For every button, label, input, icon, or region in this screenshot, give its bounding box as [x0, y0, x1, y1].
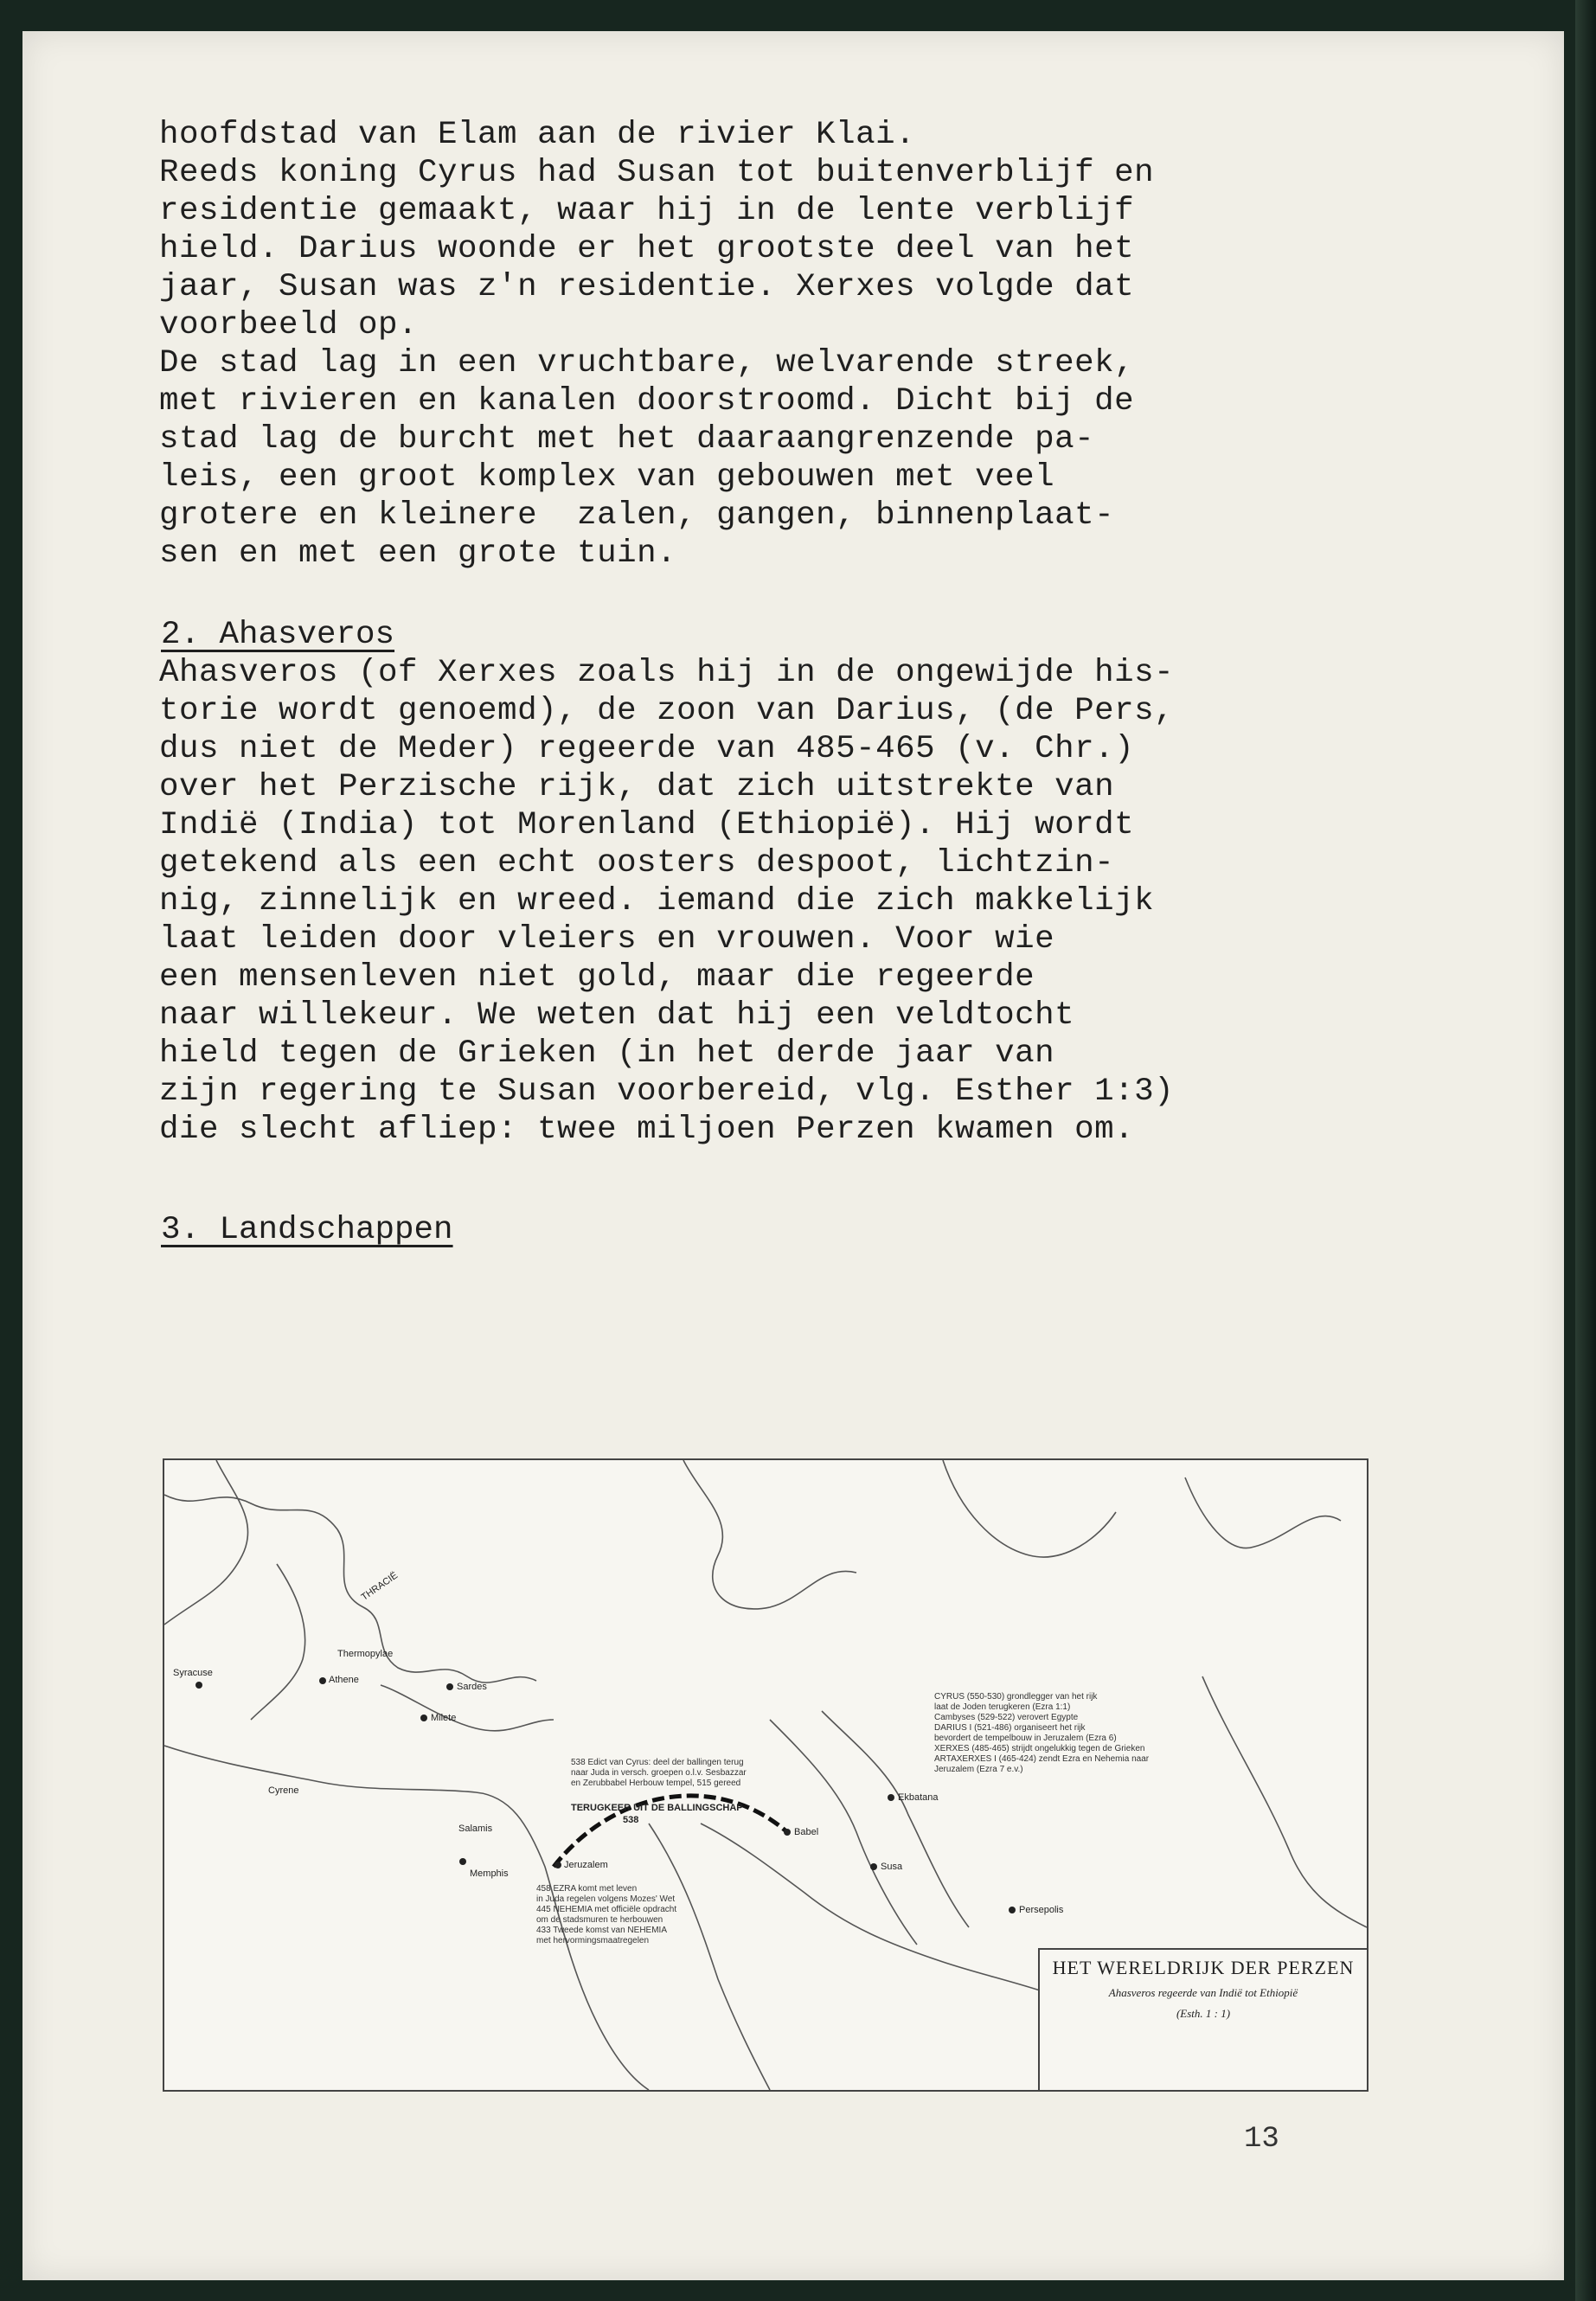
text-line: De stad lag in een vruchtbare, welvarende streek, — [159, 345, 1135, 381]
text-line: een mensenleven niet gold, maar die regeerde — [159, 959, 1035, 996]
susa-marker — [870, 1863, 877, 1870]
label-jeruzalem: Jeruzalem — [564, 1860, 608, 1870]
coastline-italy — [164, 1460, 248, 1625]
eastern-river — [1202, 1676, 1367, 1927]
memphis-marker — [459, 1858, 466, 1865]
note-ezra-nehemia: 458 EZRA komt met leven in Juda regelen volgens Mozes' Wet 445 NEHEMIA met officiële opdracht om de stadsmuren te herbouwen 433 Tweede komst van NEHEMIA met hervormingsmaatregelen — [536, 1884, 677, 1945]
label-athene: Athene — [329, 1675, 359, 1685]
text-line: sen en met een grote tuin. — [159, 535, 677, 572]
label-milete: Milete — [431, 1713, 457, 1723]
text-line: voorbeeld op. — [159, 307, 419, 343]
label-salamis: Salamis — [458, 1823, 493, 1834]
text-line: over het Perzische rijk, dat zich uitstrekte van — [159, 769, 1115, 805]
note-edict: 538 Edict van Cyrus: deel der ballingen terug naar Juda in versch. groepen o.l.v. Sesbazzar en Zerubbabel Herbouw tempel, 515 gereed — [571, 1758, 747, 1788]
map-legend — [1038, 1948, 1367, 2090]
text-line: Ahasveros (of Xerxes zoals hij in de ongewijde his- — [159, 655, 1175, 691]
book-binding — [1575, 0, 1596, 2301]
ekbatana-marker — [888, 1794, 894, 1801]
page-number: 13 — [1244, 2123, 1279, 2156]
text-line: hield. Darius woonde er het grootste deel van het — [159, 231, 1135, 267]
babel-marker — [784, 1829, 791, 1836]
text-line: residentie gemaakt, waar hij in de lente verblijf — [159, 193, 1135, 229]
text-line: naar willekeur. We weten dat hij een veldtocht — [159, 997, 1075, 1034]
text-line: Indië (India) tot Morenland (Ethiopië). Hij wordt — [159, 807, 1135, 843]
label-persepolis: Persepolis — [1019, 1905, 1064, 1915]
text-line: stad lag de burcht met het daaraangrenzende pa- — [159, 421, 1095, 458]
label-thracie: THRACIË — [359, 1570, 401, 1603]
aral-shore — [1185, 1477, 1341, 1548]
text-line: nig, zinnelijk en wreed. iemand die zich makkelijk — [159, 883, 1155, 920]
text-line: dus niet de Meder) regeerde van 485-465 (v. Chr.) — [159, 731, 1135, 767]
black-sea-shore — [683, 1460, 856, 1609]
text-line: die slecht afliep: twee miljoen Perzen kwamen om. — [159, 1112, 1135, 1148]
athene-marker — [319, 1677, 326, 1684]
text-line: jaar, Susan was z'n residentie. Xerxes volgde dat — [159, 269, 1135, 305]
text-line: met rivieren en kanalen doorstroomd. Dicht bij de — [159, 383, 1135, 420]
note-persian-kings: CYRUS (550-530) grondlegger van het rijk laat de Joden terugkeren (Ezra 1:1) Cambyses (529-522) verovert Egypte DARIUS I (521-486) organiseert het rijk bevordert de tempelbouw in Jeruzalem (Ezra 6) XERXES (485-465) strijdt ongelukkig tegen de Grieken ARTAXERXES I (465-424) zendt Ezra en Nehemia naar Jeruzalem (Ezra 7 e.v.) — [934, 1692, 1150, 1774]
jeruzalem-marker — [554, 1862, 561, 1868]
text-line: torie wordt genoemd), de zoon van Darius, (de Pers, — [159, 693, 1175, 729]
text-line: grotere en kleinere zalen, gangen, binnenplaat- — [159, 497, 1115, 534]
text-line: leis, een groot komplex van gebouwen met veel — [159, 459, 1055, 496]
text-line: hield tegen de Grieken (in het derde jaar van — [159, 1035, 1055, 1072]
label-syracuse: Syracuse — [173, 1668, 213, 1678]
syracuse-marker — [195, 1682, 202, 1689]
coastline-peninsula — [251, 1564, 305, 1720]
legend-subtitle: Ahasveros regeerde van Indië tot Ethiopië — [1108, 1986, 1298, 1999]
label-susa: Susa — [881, 1862, 903, 1872]
text-line: zijn regering te Susan voorbereid, vlg. Esther 1:3) — [159, 1074, 1175, 1110]
label-cyrene: Cyrene — [268, 1785, 299, 1796]
section-heading-ahasveros: 2. Ahasveros — [161, 617, 395, 653]
label-return-year: 538 — [623, 1815, 639, 1825]
label-ekbatana: Ekbatana — [898, 1792, 939, 1803]
red-sea-shore — [649, 1823, 770, 2090]
legend-title: HET WERELDRIJK DER PERZEN — [1052, 1957, 1355, 1978]
text-line: laat leiden door vleiers en vrouwen. Voor wie — [159, 921, 1055, 958]
legend-reference: (Esth. 1 : 1) — [1176, 2007, 1231, 2020]
caspian-shore — [943, 1460, 1116, 1557]
text-line: getekend als een echt oosters despoot, lichtzin- — [159, 845, 1115, 881]
persian-empire-map — [163, 1458, 1368, 2092]
text-line: hoofdstad van Elam aan de rivier Klai. — [159, 117, 916, 153]
label-thermopylae: Thermopylae — [337, 1649, 394, 1659]
label-return: TERUGKEER UIT DE BALLINGSCHAP — [571, 1803, 743, 1813]
persepolis-marker — [1009, 1907, 1016, 1913]
sardes-marker — [446, 1683, 453, 1690]
book-page — [22, 31, 1564, 2280]
label-sardes: Sardes — [457, 1682, 487, 1692]
milete-marker — [420, 1715, 427, 1721]
label-babel: Babel — [794, 1827, 819, 1837]
euphrates-river — [770, 1720, 917, 1945]
text-line: Reeds koning Cyrus had Susan tot buitenverblijf en — [159, 155, 1155, 191]
label-memphis: Memphis — [470, 1868, 509, 1879]
section-heading-landschappen: 3. Landschappen — [161, 1212, 453, 1248]
